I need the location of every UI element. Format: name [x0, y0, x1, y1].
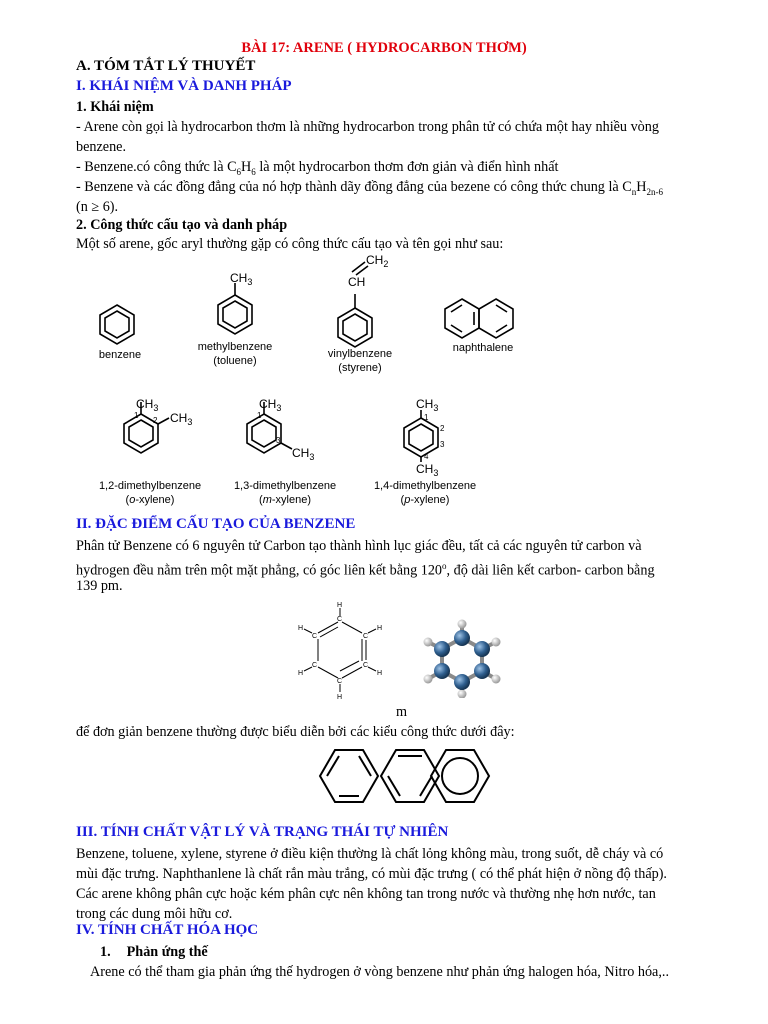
- p-xylene-label: 1,4-dimethylbenzene (p-xylene): [373, 480, 477, 506]
- paragraph-line: Benzene, toluene, xylene, styrene ở điều kiện thường là chất lỏng không màu, trong suốt, dễ cháy và có: [76, 846, 664, 862]
- atom-h: H: [337, 602, 343, 609]
- p-xylene-structure: [404, 410, 438, 462]
- styrene-ch-label: CH: [348, 275, 366, 289]
- o-xylene-ch3-top: $CH_3$: [136, 397, 159, 413]
- paragraph-line: benzene.: [76, 139, 127, 155]
- subsection-concept: 1. Khái niệm: [76, 99, 154, 115]
- paragraph-line: Các arene không phân cực hoặc kém phân cực nên không tan trong nước và thường nhẹ hơn nước, tan: [76, 886, 656, 902]
- locant: 2: [153, 416, 158, 425]
- toluene-label: methylbenzene (toluene): [197, 341, 273, 367]
- locant: 4: [424, 452, 429, 461]
- m-xylene-label: 1,3-dimethylbenzene (m-xylene): [233, 480, 337, 506]
- section-1-heading: I. KHÁI NIỆM VÀ DANH PHÁP: [76, 78, 292, 94]
- paragraph-line: - Arene còn gọi là hydrocarbon thơm là những hydrocarbon trong phân tử có chứa một hay nhiều vòng: [76, 119, 659, 135]
- atom-c: C: [337, 616, 343, 623]
- section-3-heading: III. TÍNH CHẤT VẬT LÝ VÀ TRẠNG THÁI TỰ NHIÊN: [76, 824, 449, 840]
- locant: 3: [440, 440, 445, 449]
- naphthalene-structure: [445, 299, 513, 338]
- paragraph-line: hydrogen đều nằm trên một mặt phẳng, có góc liên kết bằng 120$^o$, độ dài liên kết carbon- carbon bằng: [76, 561, 655, 579]
- toluene-structure: [218, 283, 252, 334]
- atom-c: C: [312, 662, 318, 669]
- benzene-kekule-structure: [290, 600, 400, 700]
- paragraph-line: Arene có thể tham gia phản ứng thế hydrogen ở vòng benzene như phản ứng halogen hóa, Nitro hóa,..: [90, 964, 669, 980]
- locant: 1: [257, 411, 262, 420]
- paragraph-line: - Benzene.có công thức là $C_6H_6$ là một hydrocarbon thơm đơn giản và điển hình nhất: [76, 159, 559, 177]
- paragraph-line: mùi đặc trưng. Naphthanlene là chất rắn màu trắng, có mùi đặc trưng ( có thể phát hiện ở nồng độ thấp).: [76, 866, 667, 882]
- locant: 1: [424, 413, 429, 422]
- atom-c: C: [363, 633, 369, 640]
- styrene-ch2-label: $CH_2$: [366, 253, 389, 269]
- section-4-heading: IV. TÍNH CHẤT HÓA HỌC: [76, 922, 259, 938]
- o-xylene-ch3-side: $CH_3$: [170, 411, 193, 427]
- subsection-substitution: 1. Phản ứng thế: [100, 944, 208, 960]
- page-title: BÀI 17: ARENE ( HYDROCARBON THƠM): [241, 40, 527, 56]
- atom-h: H: [377, 670, 383, 677]
- m-xylene-ch3-side: $CH_3$: [292, 446, 315, 462]
- atom-h: H: [298, 625, 304, 632]
- section-2-heading: II. ĐẶC ĐIỂM CẤU TẠO CỦA BENZENE: [76, 516, 356, 532]
- locant: 2: [440, 424, 445, 433]
- p-xylene-ch3-bottom: $CH_3$: [416, 462, 439, 478]
- paragraph-line: - Benzene và các đồng đẳng của nó hợp thành dãy đồng đẳng của bezene có công thức chung là $C_nH_{2n-6}$: [76, 179, 663, 197]
- figure-caption-letter: m: [396, 704, 408, 720]
- paragraph-line: để đơn giản benzene thường được biểu diễn bởi các kiểu công thức dưới đây:: [76, 724, 515, 740]
- locant: 1: [134, 411, 139, 420]
- atom-c: C: [312, 633, 318, 640]
- paragraph-line: Một số arene, gốc aryl thường gặp có công thức cấu tạo và tên gọi như sau:: [76, 236, 504, 252]
- p-xylene-ch3-top: $CH_3$: [416, 397, 439, 413]
- naphthalene-label: naphthalene: [452, 342, 514, 354]
- atom-c: C: [363, 662, 369, 669]
- o-xylene-label: 1,2-dimethylbenzene (o-xylene): [98, 480, 202, 506]
- atom-h: H: [298, 670, 304, 677]
- benzene-label: benzene: [98, 349, 142, 361]
- paragraph-line: (n ≥ 6).: [76, 199, 119, 215]
- section-a-heading: A. TÓM TẮT LÝ THUYẾT: [76, 58, 256, 74]
- styrene-label: vinylbenzene (styrene): [327, 348, 393, 374]
- benzene-structure: [100, 305, 134, 344]
- paragraph-line: Phân tử Benzene có 6 nguyên tử Carbon tạo thành hình lục giác đều, tất cả các nguyên tử carbon và: [76, 538, 642, 554]
- atom-c: C: [337, 678, 343, 685]
- paragraph-line: trong các dung môi hữu cơ.: [76, 906, 233, 922]
- atom-h: H: [377, 625, 383, 632]
- benzene-ball-stick-model: [412, 618, 512, 698]
- arene-structures-figure: [0, 250, 768, 512]
- paragraph-line: 139 pm.: [76, 578, 123, 594]
- subsection-structure: 2. Công thức cấu tạo và danh pháp: [76, 217, 288, 233]
- locant: 3: [276, 436, 281, 445]
- atom-h: H: [337, 694, 343, 700]
- benzene-representations: [300, 744, 500, 810]
- m-xylene-ch3-top: $CH_3$: [259, 397, 282, 413]
- toluene-ch3-label: $CH_3$: [230, 271, 253, 287]
